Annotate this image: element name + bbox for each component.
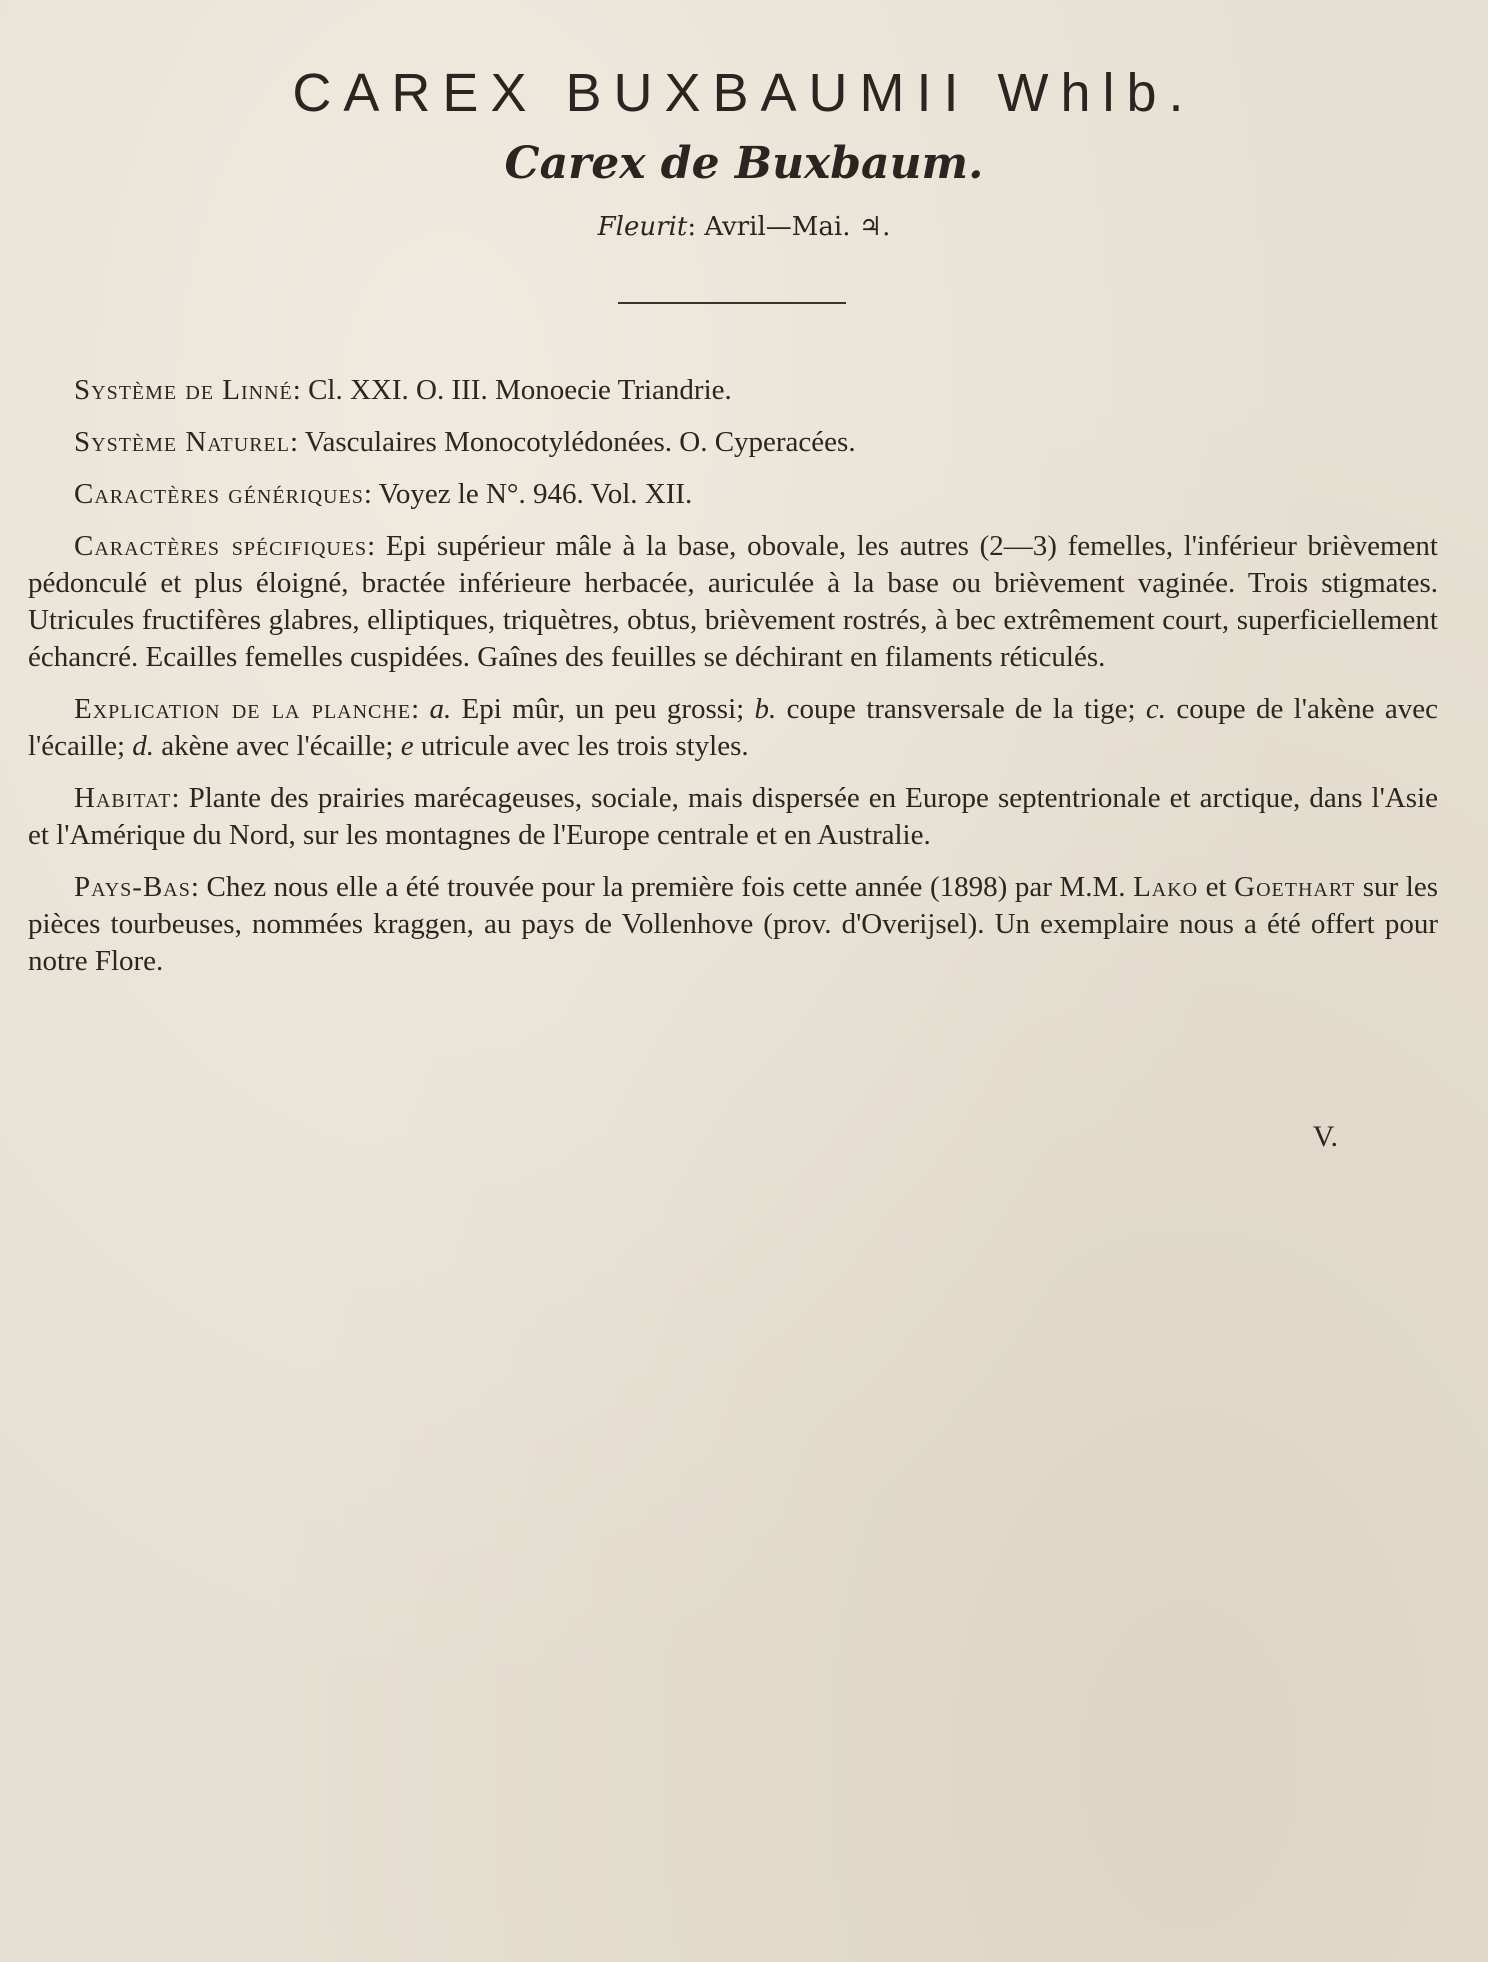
heading-habitat: Habitat: [74, 782, 172, 814]
figure-c-label: c.: [1145, 693, 1167, 725]
figure-b-label: b.: [754, 693, 777, 725]
paragraph-pays-bas: [28, 869, 1438, 980]
heading-specifiques: Caractères spécifiques: [74, 530, 368, 562]
text-pays-bas-1: : Chez nous elle a été trouvée pour la première fois cette année (1898) par M.M.: [190, 871, 1134, 903]
explication-colon: :: [411, 693, 430, 725]
author-signature: V.: [1312, 1120, 1338, 1153]
description-body: [28, 372, 1438, 995]
paragraph-specifiques: [28, 528, 1438, 676]
text-generiques: : Voyez le N°. 946. Vol. XII.: [363, 478, 693, 510]
flowering-label: Fleurit: [597, 212, 688, 242]
text-linne: : Cl. XXI. O. III. Monoecie Triandrie.: [292, 374, 732, 406]
text-specifiques: : Epi supérieur mâle à la base, obovale, les autres (2—3) femelles, l'inférieur brièvement pédonculé et plus éloigné, bractée inférieure herbacée, auriculée à la base ou brièvement vaginée. Trois stigmates. Utricules fructifères glabres, elliptiques, triquètres, obtus, brièvement rostrés, à bec extrêmement court, superficiellement échancré. Ecailles femelles cuspidées. Gaînes des feuilles se déchirant en filaments réticulés.: [28, 530, 1438, 673]
figure-e-text: utricule avec les trois styles.: [413, 730, 749, 762]
heading-naturel: Système Naturel: [74, 426, 290, 458]
divider-rule: [618, 302, 846, 304]
paragraph-linne: [28, 372, 1438, 409]
common-name: Carex de Buxbaum.: [504, 138, 984, 189]
figure-d-text: akène avec l'écaille;: [154, 730, 401, 762]
text-naturel: : Vasculaires Monocotylédonées. O. Cyperacées.: [289, 426, 856, 458]
heading-linne: Système de Linné: [74, 374, 293, 406]
text-pays-bas-2: sur les pièces tourbeuses, nommées kraggen, au pays de Vollenhove (prov. d'Overijsel). Un exemplaire nous a été offert pour notre Flore.: [28, 871, 1438, 977]
figure-d-label: d.: [132, 730, 154, 762]
figure-b-text: coupe transversale de la tige;: [776, 693, 1146, 725]
flowering-value: : Avril—Mai. ♃.: [687, 212, 891, 242]
heading-generiques: Caractères génériques: [74, 478, 364, 510]
paragraph-explication: [28, 691, 1438, 765]
figure-e-label: e: [400, 730, 414, 762]
flowering-period: [0, 212, 1488, 242]
paragraph-generiques: [28, 476, 1438, 513]
collector-name-1: Lako: [1133, 871, 1199, 903]
figure-c-text: coupe de l'akène avec l'écaille;: [28, 693, 1439, 762]
figure-a-text: Epi mûr, un peu grossi;: [451, 693, 755, 725]
heading-pays-bas: Pays-Bas: [74, 871, 191, 903]
species-title: CAREX BUXBAUMII Whlb.: [292, 63, 1196, 123]
collector-name-2: Goethart: [1234, 871, 1356, 903]
figure-a-label: a.: [429, 693, 452, 725]
paragraph-naturel: [28, 424, 1438, 461]
heading-explication: Explication de la planche: [74, 693, 412, 725]
paragraph-habitat: [28, 780, 1438, 854]
text-habitat: : Plante des prairies marécageuses, sociale, mais dispersée en Europe septentrionale et arctique, dans l'Asie et l'Amérique du Nord, sur les montagnes de l'Europe centrale et en Australie.: [28, 782, 1438, 851]
text-pays-bas-and: et: [1198, 871, 1235, 903]
